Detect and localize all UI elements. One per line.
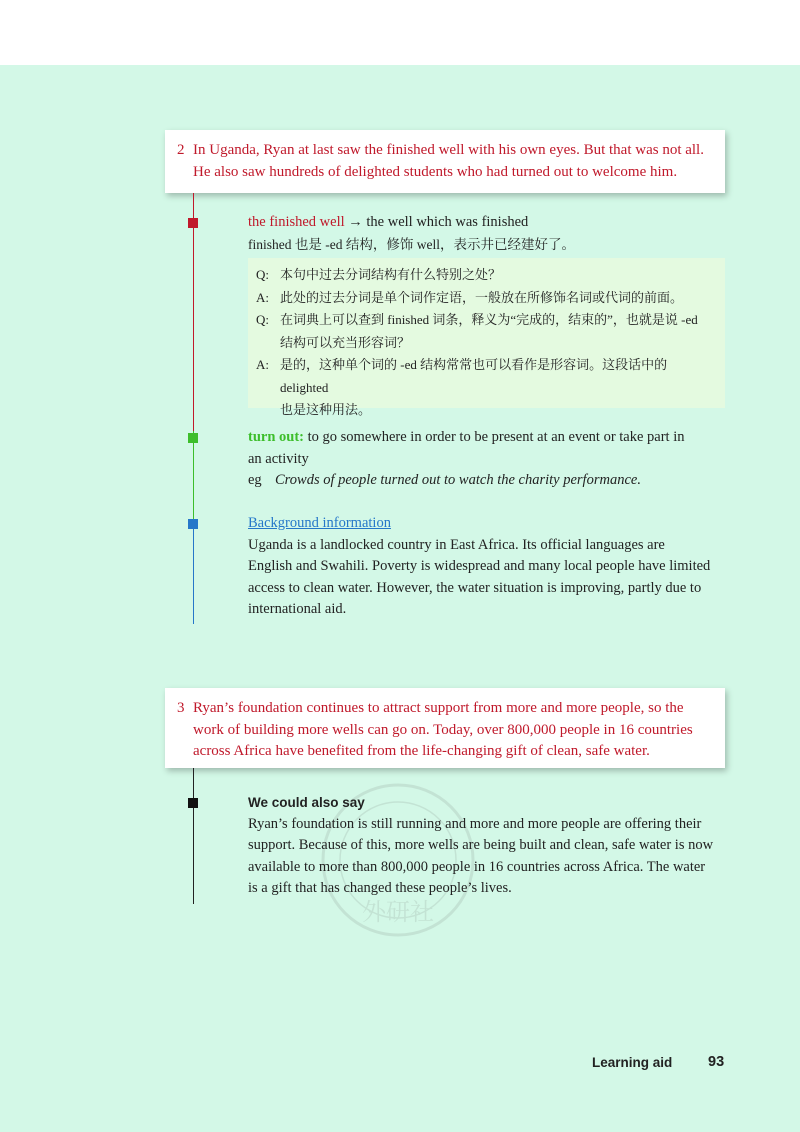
blue-guide-line bbox=[193, 521, 194, 624]
black-guide-line bbox=[193, 768, 194, 904]
example-sentence: Crowds of people turned out to watch the charity performance. bbox=[275, 472, 641, 488]
note-text-line: support. Because of this, more wells are being built and clean, safe water is now bbox=[248, 837, 714, 853]
section-text-line: In Uganda, Ryan at last saw the finished well with his own eyes. But that was not all. bbox=[193, 142, 704, 158]
qa-row: A: 此处的过去分词是单个词作定语，一般放在所修饰名词或代词的前面。 bbox=[256, 289, 684, 305]
note-phrase: the finished well bbox=[248, 214, 345, 230]
note-we-could-also-say bbox=[248, 792, 728, 900]
note-term: turn out: bbox=[248, 429, 304, 445]
note-paraphrase: → the well which was finished bbox=[344, 214, 529, 230]
section-number: 3 bbox=[177, 700, 185, 716]
note-finished-well bbox=[248, 212, 728, 255]
background-info-link[interactable]: Background information bbox=[248, 515, 391, 531]
note-text-line: international aid. bbox=[248, 601, 347, 617]
qa-row: A: 是的，这种单个词的 -ed 结构常常也可以看作是形容词。这段话中的 delighted 也是这种用法。 bbox=[256, 357, 668, 417]
note-background-info bbox=[248, 513, 728, 621]
example-label: eg bbox=[248, 472, 262, 488]
red-guide-line bbox=[193, 193, 194, 431]
green-marker bbox=[188, 433, 198, 443]
svg-text:外研社: 外研社 bbox=[362, 898, 434, 926]
note-text-line: is a gift that has changed these people’s lives. bbox=[248, 880, 512, 896]
section-3-card bbox=[165, 688, 725, 768]
section-text-line: across Africa have benefited from the life-changing gift of clean, safe water. bbox=[193, 743, 650, 759]
note-explanation: finished 也是 -ed 结构，修饰 well，表示井已经建好了。 bbox=[248, 236, 575, 252]
note-definition: to go somewhere in order to be present at an event or take part in bbox=[304, 429, 685, 445]
green-guide-line bbox=[193, 431, 194, 521]
section-text-line: He also saw hundreds of delighted students who had turned out to welcome him. bbox=[193, 163, 678, 180]
blue-marker bbox=[188, 519, 198, 529]
qa-row: Q: 在词典上可以查到 finished 词条，释义为“完成的，结束的”，也就是说 -ed 结构可以充当形容词？ bbox=[256, 312, 698, 350]
note-definition-cont: an activity bbox=[248, 450, 309, 467]
note-text-line: Uganda is a landlocked country in East Africa. Its official languages are bbox=[248, 536, 665, 553]
red-marker bbox=[188, 218, 198, 228]
note-text-line: access to clean water. However, the water situation is improving, partly due to bbox=[248, 579, 702, 596]
note-turn-out bbox=[248, 427, 728, 492]
page-number: 93 bbox=[708, 1054, 725, 1070]
section-2-card bbox=[165, 130, 725, 193]
section-number: 2 bbox=[177, 142, 185, 158]
qa-box bbox=[248, 258, 725, 417]
qa-row: Q: 本句中过去分词结构有什么特别之处？ bbox=[256, 267, 502, 282]
note-text-line: Ryan’s foundation is still running and more and more people are offering their bbox=[248, 815, 702, 832]
footer-label: Learning aid bbox=[592, 1055, 673, 1070]
note-title: We could also say bbox=[248, 795, 365, 810]
black-marker bbox=[188, 798, 198, 808]
section-text-line: work of building more wells can go on. Today, over 800,000 people in 16 countries bbox=[193, 721, 693, 738]
section-text-line: Ryan’s foundation continues to attract support from more and more people, so the bbox=[193, 700, 684, 716]
note-text-line: English and Swahili. Poverty is widespread and many local people have limited bbox=[248, 558, 711, 574]
note-text-line: available to more than 800,000 people in 16 countries across Africa. The water bbox=[248, 858, 706, 875]
